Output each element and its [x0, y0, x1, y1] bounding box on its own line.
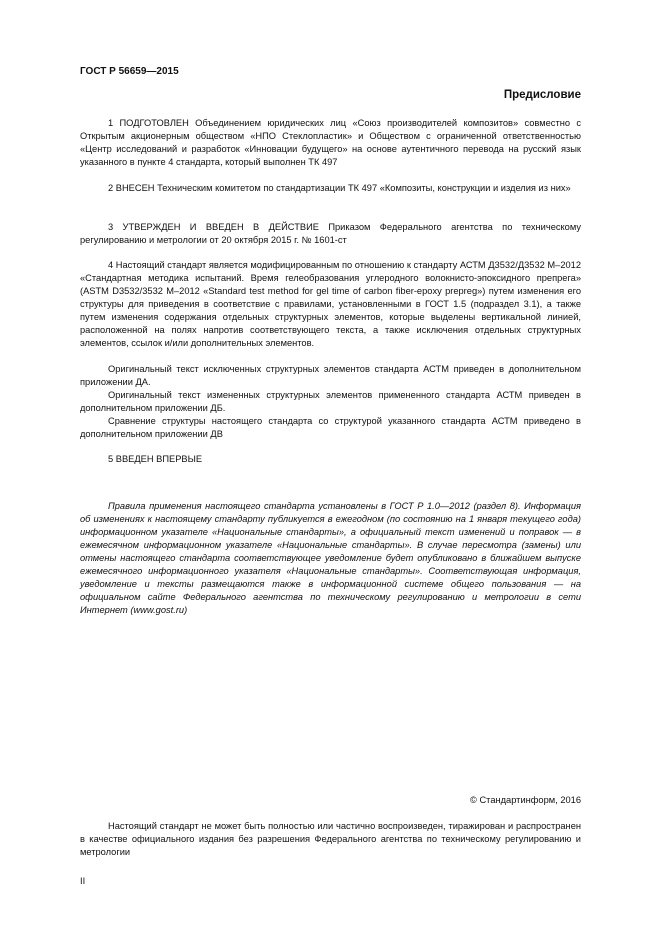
notice-block: Правила применения настоящего стандарта установлены в ГОСТ Р 1.0—2012 (раздел 8). Информация об изменениях к настоящему стандарту публикуется в ежегодном (по состоянию на 1 января текущего года) информационном указателе «Национальные стандарты», а официальный текст изменений и поправок — в ежемесячном информационном указателе «Национальные стандарты». В случае пересмотра (замены) или отмены настоящего стандарта соответствующее уведомление будет опубликовано в ближайшем выпуске ежемесячного информационного указателя «Национальные стандарты». Соответствующая информация, уведомление и тексты размещаются также в информационной системе общего пользования — на официальном сайте Федерального агентства по техническому регулированию и метрологии в сети Интернет (www.gost.ru): [80, 501, 581, 615]
paragraph-prepared: 1 ПОДГОТОВЛЕН Объединением юридических лиц «Союз производителей композитов» совместно с Открытым акционерным обществом «НПО Стеклопластик» и Обществом с ограниченной ответственностью «Центр исследований и разработок «Инновации будущего» на основе аутентичного перевода на русский язык указанного в пункте 4 стандарта, который выполнен ТК 497: [80, 118, 581, 167]
paragraph-modification: 4 Настоящий стандарт является модифицированным по отношению к стандарту АСТМ Д3532/Д3532 М–2012 «Стандартная методика испытаний. Время гелеобразования углеродного волокнисто-эпоксидного препрега» (ASTM D3532/3532 М–2012 «Standard test method for gel time of carbon fiber-epoxy prepreg») путем изменения его структуры для приведения в соответствие с правилами, установленными в ГОСТ 1.5 (подраздел 3.1), а также путем изменения содержания отдельных структурных элементов, которые выделены вертикальной линией, расположенной на полях напротив соответствующего текста, а также исключения отдельных структурных элементов, ссылок и/или дополнительных элементов.: [80, 260, 581, 348]
paragraph-submitted: 2 ВНЕСЕН Техническим комитетом по стандартизации ТК 497 «Композиты, конструкции и изделия из них»: [108, 183, 571, 193]
copyright-line: © Стандартинформ, 2016: [470, 795, 581, 805]
paragraph-appendix-db: Оригинальный текст измененных структурных элементов примененного стандарта АСТМ приведен в дополнительном приложении ДБ.: [80, 390, 581, 413]
paragraph-appendix-da: Оригинальный текст исключенных структурных элементов стандарта АСТМ приведен в дополнительном приложении ДА.: [80, 364, 581, 387]
restriction-paragraph: Настоящий стандарт не может быть полностью или частично воспроизведен, тиражирован и распространен в качестве официального издания без разрешения Федерального агентства по техническому регулированию и метрологии: [80, 821, 581, 857]
page-title: Предисловие: [503, 89, 581, 101]
paragraph-first-introduced: 5 ВВЕДЕН ВПЕРВЫЕ: [108, 454, 203, 464]
document-id-header: ГОСТ Р 56659—2015: [80, 66, 179, 77]
paragraph-appendix-dv: Сравнение структуры настоящего стандарта со структурой указанного стандарта АСТМ приведено в дополнительном приложении ДВ: [80, 416, 581, 439]
paragraph-approved: 3 УТВЕРЖДЕН И ВВЕДЕН В ДЕЙСТВИЕ Приказом Федерального агентства по техническому регулированию и метрологии от 20 октября 2015 г. № 1601-ст: [80, 222, 581, 245]
page-number: II: [80, 876, 86, 886]
